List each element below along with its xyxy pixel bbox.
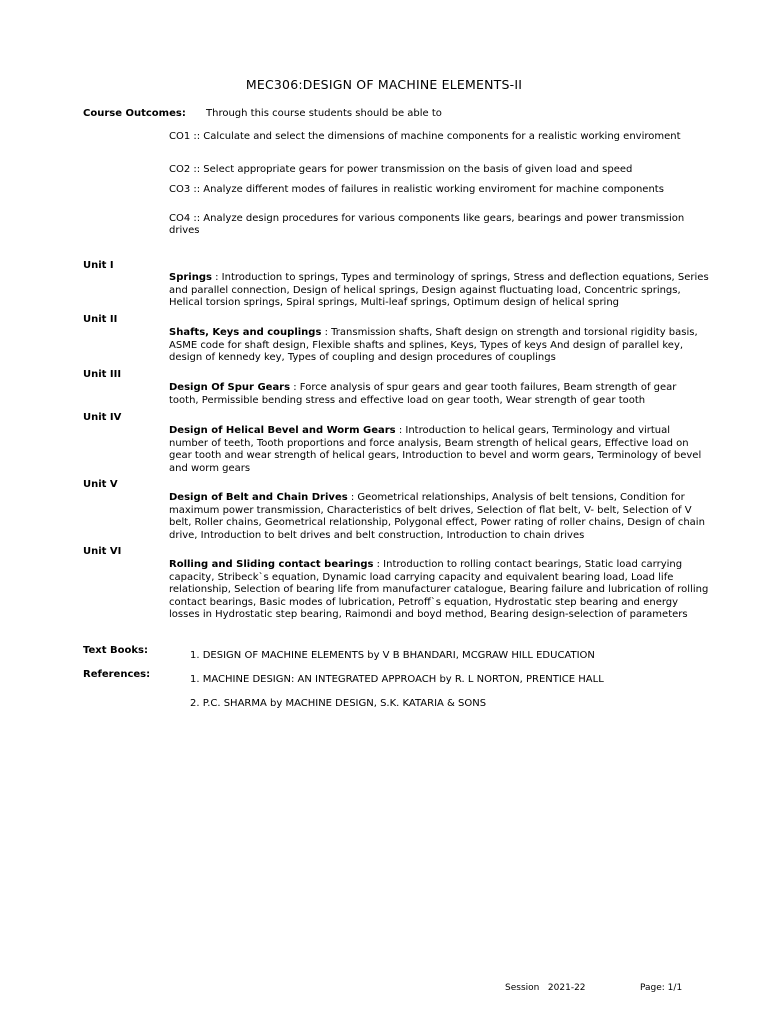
page-number: Page: 1/1	[640, 983, 683, 993]
session-label: Session 2021-22	[505, 983, 586, 993]
text-book-item: 1. DESIGN OF MACHINE ELEMENTS by V B BHANDARI, MCGRAW HILL EDUCATION	[190, 650, 595, 661]
unit-heading: Design of Helical Bevel and Worm Gears	[169, 425, 396, 436]
unit-description	[169, 425, 709, 475]
unit-text: : Introduction to rolling contact bearings, Static load carrying capacity, Stribeck`s equation, Dynamic load carrying capacity and equivalent bearing load, Load life relationship, Selection of bearing life from manufacturer catalogue, Bearing failure and lubrication of rolling contact bearings, Basic modes of lubrication, Petroff`s equation, Hydrostatic step bearing and energy losses in Hydrostatic step bearing, Raimondi and boyd method, Bearing design-selection of parameters	[169, 559, 709, 621]
unit-heading: Shafts, Keys and couplings	[169, 327, 322, 338]
course-outcome-4: CO4 :: Analyze design procedures for various components like gears, bearings and power transmission drives	[169, 213, 685, 236]
unit-heading: Rolling and Sliding contact bearings	[169, 559, 374, 570]
reference-item: 1. MACHINE DESIGN: AN INTEGRATED APPROACH by R. L NORTON, PRENTICE HALL	[190, 674, 604, 685]
unit-text: : Introduction to helical gears, Terminology and virtual number of teeth, Tooth proportions and force analysis, Beam strength of helical gears, Effective load on gear tooth and wear strength of helical gears, Introduction to bevel and worm gears, Terminology of bevel and worm gears	[169, 425, 702, 474]
text-books-label: Text Books:	[83, 645, 148, 656]
unit-description	[169, 492, 709, 542]
unit-text: : Transmission shafts, Shaft design on strength and torsional rigidity basis, ASME code for shaft design, Flexible shafts and splines, Keys, Types of keys And design of parallel key, design of kennedy key, Types of coupling and design procedures of couplings	[169, 327, 698, 364]
unit-heading: Springs	[169, 272, 212, 283]
unit-label: Unit V	[83, 479, 118, 490]
unit-description	[169, 272, 709, 310]
unit-text: : Introduction to springs, Types and terminology of springs, Stress and deflection equations, Series and parallel connection, Design of helical springs, Design against fluctuating load, Concentric springs, Helical torsion springs, Spiral springs, Multi-leaf springs, Optimum design of helical spring	[169, 272, 709, 309]
course-outcome-1: CO1 :: Calculate and select the dimensions of machine components for a realistic working enviroment	[169, 131, 681, 142]
course-outcome-3: CO3 :: Analyze different modes of failures in realistic working enviroment for machine components	[169, 184, 664, 195]
references-label: References:	[83, 669, 151, 680]
course-outcomes-intro: Through this course students should be able to	[206, 108, 442, 119]
reference-item: 2. P.C. SHARMA by MACHINE DESIGN, S.K. KATARIA & SONS	[190, 698, 487, 709]
unit-label: Unit II	[83, 314, 118, 325]
course-outcomes-label: Course Outcomes:	[83, 108, 186, 119]
unit-label: Unit IV	[83, 412, 122, 423]
unit-description	[169, 559, 709, 622]
unit-description	[169, 327, 709, 365]
page-title: MEC306:DESIGN OF MACHINE ELEMENTS-II	[245, 77, 523, 92]
course-outcome-2: CO2 :: Select appropriate gears for power transmission on the basis of given load and speed	[169, 164, 633, 175]
unit-label: Unit III	[83, 369, 122, 380]
unit-description	[169, 382, 709, 407]
unit-heading: Design of Belt and Chain Drives	[169, 492, 348, 503]
unit-heading: Design Of Spur Gears	[169, 382, 291, 393]
unit-text: : Force analysis of spur gears and gear tooth failures, Beam strength of gear tooth, Permissible bending stress and effective load on gear tooth, Wear strength of gear tooth	[169, 382, 677, 406]
unit-label: Unit VI	[83, 546, 122, 557]
unit-text: : Geometrical relationships, Analysis of belt tensions, Condition for maximum power transmission, Characteristics of belt drives, Selection of flat belt, V- belt, Selection of V belt, Roller chains, Geometrical relationship, Polygonal effect, Power rating of roller chains, Design of chain drive, Introduction to belt drives and belt construction, Introduction to chain drives	[169, 492, 705, 541]
unit-label: Unit I	[83, 260, 114, 271]
